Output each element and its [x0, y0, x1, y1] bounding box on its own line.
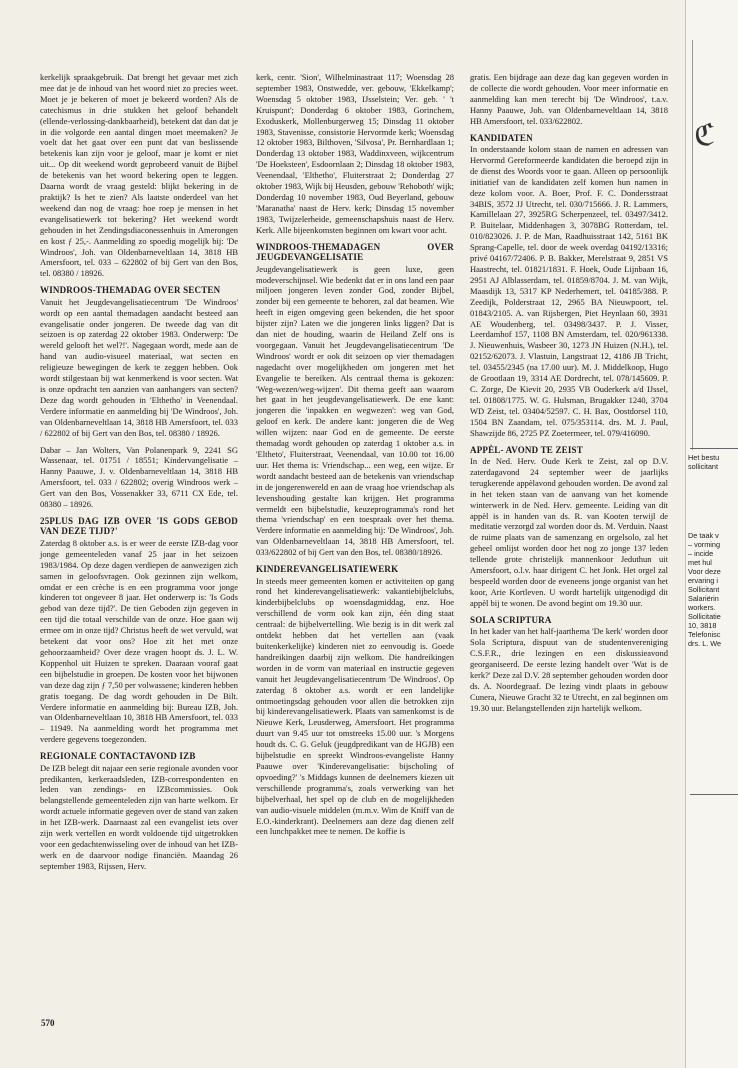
page-number: 570 [41, 1018, 55, 1028]
adjacent-text-fragment: – incide [688, 549, 714, 558]
adjacent-text-fragment: Sollicitatie [688, 612, 721, 621]
column-left [40, 72, 238, 878]
adjacent-text-fragment: Telefonisc [688, 630, 721, 639]
column-right [470, 72, 668, 719]
adjacent-text-fragment: 10, 3818 [688, 621, 717, 630]
section-heading: APPÈL- AVOND TE ZEIST [470, 444, 583, 455]
section-heading: WINDROOS-THEMADAGEN OVER JEUGDEVANGELISATIE [256, 241, 454, 263]
section-heading: REGIONALE CONTACTAVOND IZB [40, 751, 196, 762]
adjacent-text-fragment: workers. [688, 603, 716, 612]
column-middle [256, 72, 454, 843]
paragraph: gratis. Een bijdrage aan deze dag kan gegeven worden in de collecte die wordt gehouden. Voor meer informatie en aanmelding kan men terecht bij 'De Windroos', t.a.v. Hanny Paauwe, Joh. van Oldenbarneveltlaan 14, 3818 HB Amersfoort, tel. 033/622802. [470, 72, 668, 126]
decorative-curl-icon: ℭ [694, 118, 716, 153]
adjacent-text-fragment: – vorming [688, 540, 721, 549]
adjacent-page-edge [685, 0, 738, 1068]
adjacent-text-fragment: Voor deze [688, 567, 721, 576]
paragraph: In onderstaande kolom staan de namen en adressen van Hervormd Gereformeerde kandidaten die beroepd zijn in de dienst des Woords voor te gaan. Alleen op persoonlijk initiatief van de kandidaten zelf komen hun namen in deze kolom voor. A. Boer, Prof. F. C. Dondersstraat 34BIS, 3572 JJ Utrecht, tel. 030/715666. J. R. Lammers, Kamillelaan 27, 3925RG Scherpenzeel, tel. 03497/3412. P. Buitelaar, Middenhagen 3, 3078BG Rotterdam, tel. 010/823026. J. P. de Man, Raadhuisstraat 142, 5161 BK Sprang-Capelle, tel. door de week overdag 04192/13316; privé 04167/72406. P. B. Bakker, Merelstraat 9, 2851 VS Haastrecht, tel. 01821/1831. F. Hoek, Oude Lijnbaan 16, 2951 AJ Alblasserdam, tel. 01859/8704. J. M. van Wijk, Maasdijk 13, 5317 KP Nederhemert, tel. 04185/388. P. Zeedijk, Polderstraat 12, 2965 BA Nieuwpoort, tel. 01843/2105. A. van Rijsbergen, Piet Heynlaan 60, 3931 AE Woudenberg, tel. 03498/3437. P. J. Visser, Leerdamhof 157, 1108 BN Amsterdam, tel. 020/961338. J. Nieuwenhuis, Wasbeer 30, 1273 JN Huizen (N.H.), tel. 02152/62073. J. Vlastuin, Langstraat 12, 4186 JB Tricht, tel. 03455/2345 (na 17.00 uur). M. J. Middelkoop, Hugo de Grootlaan 19, 3314 AE Dordrecht, tel. 078/145609. P. C. Zorge, De Kievit 20, 2935 VB Ouderkerk a/d IJssel, tel. 01808/1775. W. G. Hulsman, Brugakker 1240, 3704 WD Zeist, tel. 03404/52597. C. H. Bax, Oostdorsel 110, 1504 BN Zaandam, tel. 075/353114. drs. M. J. Paul, Shawzijde 86, 2725 PZ Zoetermeer, tel. 079/416090. [470, 144, 668, 438]
adjacent-text-fragment: met hul [688, 558, 712, 567]
adjacent-text-fragment: De taak v [688, 531, 719, 540]
adjacent-text-fragment: sollicitant [688, 462, 719, 471]
paragraph: kerkelijk spraakgebruik. Dat brengt het gevaar met zich mee dat je de inhoud van het woord niet zo precies weet. Moet je je bekeren of moet je bekeerd worden? Als de catechismus in drie stukken het geloof behandelt (ellende-verlossing-dankbaarheid), betekent dat dan dat je in die volgorde een aantal dingen moet meemaken? Je voelt dat het gaat over een punt dat van beslissende betekenis kan zijn voor je geloof, maar je komt er niet uit... Op dit weekend wordt geprobeerd vanuit de Bijbel de betekenis van het woord bekering open te leggen. Daarna wordt de vraag gesteld: blijkt bekering in de praktijk? Is het te zien? Als laatste onderdeel van het weekend dan nog de vraag: hoe roep je mensen in het evangelisatiewerk tot bekering? Het weekend wordt gehouden in het Zendingsdiaconessenhuis in Amerongen en kost ƒ 25,-. Aanmelding zo spoedig mogelijk bij: 'De Windroos', Joh. van Oldenbarneveltlaan 14, 3818 HB Amersfoort, tel. 033 – 622802 of bij Gert van den Bos, tel. 08380 / 18926. [40, 72, 238, 279]
paragraph: In het kader van het half-jaarthema 'De kerk' worden door Sola Scriptura, dispuut van de studentenvereniging C.S.F.R., drie lezingen en een diskussieavond georganiseerd. De eerste lezing handelt over 'Wat is de kerk?' Deze zal D.V. 28 september gehouden worden door ds. A. Noordegraaf. De lezing vindt plaats in gebouw Cunera, Nieuwe Gracht 32 te Utrecht, en zal beginnen om 19.30 uur. Belangstellenden zijn hartelijk welkom. [470, 626, 668, 713]
paragraph: Jeugdevangelisatiewerk is geen luxe, geen modeverschijnsel. Wie bedenkt dat er in ons land een paar miljoen jongeren leven zonder God, zonder Bijbel, zonder bij een gemeente te behoren, zal dat beamen. Wie heeft in eigen omgeving geen bekenden, die het spoor bijster zijn? Laten we die jongeren links liggen? Dat is dan niet de houding, waarin de Heiland Zelf ons is voorgegaan. Vanuit het Jeugdevangelisatiecentrum 'De Windroos' wordt er ook dit seizoen op vier themadagen nagedacht over mogelijkheden om jongeren met het Evangelie te bereiken. Als centraal thema is gekozen: 'Weg-wezen/weg-wijzen'. Dit thema geeft aan waarom het gaat in het jeugdevangelisatiewerk. De ene kant: jongeren die 'inpakken en wegwezen': weg van God, geloof en kerk. De andere kant: jongeren die de Weg willen wijzen: naar God en de gemeente. De eerste themadag wordt gehouden op zaterdag 1 oktober a.s. in 'Eltheto', Fluiterstraat, Veenendaal, van 10.00 tot 16.00 uur. Het thema is: Vriendschap... een weg, een wijze. Er wordt aandacht besteed aan de betekenis van vriendschap in de jongerenwereld en aan de vraag hoe vriendschap als levenshouding gestalte kan krijgen. Het programma vermeldt een bijbelstudie, keuzeprogramma's rond het thema 'vriendschap' en een toespraak over het thema. Verdere informatie en aanmelding bij: 'De Windroos', Joh. van Oldenbarneveltlaan 14, 3818 HB Amersfoort, tel. 033/622802 of bij Gert van den Bos, tel. 08380/18926. [256, 263, 454, 558]
section-heading: SOLA SCRIPTURA [470, 614, 552, 625]
section-heading: KINDEREVANGELISATIEWERK [256, 564, 399, 575]
section-heading: 25PLUS DAG IZB OVER 'IS GODS GEBOD VAN DEZE TIJD?' [40, 515, 238, 537]
adjacent-text-fragment: Salariërin [688, 594, 719, 603]
adjacent-text-fragment: Sollicitant [688, 585, 720, 594]
paragraph: In de Ned. Herv. Oude Kerk te Zeist, zal op D.V. zaterdagavond 24 september weer de jaarlijks terugkerende appèlavond gehouden worden. De avond zal in het teken staan van de aanvang van het komende winterwerk in de Ned. Herv. gemeente. Leiding van dit appèl is in handen van ds. R. van Kooten terwijl de meditatie verzorgd zal worden door ds. M. Verduin. Naast de ruime plaats van de samenzang en orgelsolo, zal het geheel omlijst worden door het nog zo jonge 137 leden tellende grote christelijk mannenkoor Jeduthun uit Amersfoort, o.l.v. haar dirigent C. het Jonk. Het orgel zal bespeeld worden door de eveneens jonge organist van het koor, Arie Kortleven. U wordt hartelijk uitgenodigd dit appèl bij te wonen. De avond begint om 19.30 uur. [470, 456, 668, 608]
adjacent-text-fragment: ervaring i [688, 576, 719, 585]
paragraph: In steeds meer gemeenten komen er activiteiten op gang rond het kinderevangelisatiewerk: vakantiebijbelclubs, kinderbijbelclubs op woensdagmiddag, enz. Hoe verschillend de vorm ook kan zijn, één ding staat centraal: de bijbelvertelling. Wie bezig is in dit werk zal ontdekt hebben dat het vertellen aan (vaak buitenkerkelijke) kinderen niet zo eenvoudig is. Goede handreikingen daarbij zijn welkom. Die handreikingen worden in de vorm van materiaal en instructie gegeven vanuit het Jeugdevangelisatiecentrum 'De Windroos'. Op zaterdag 8 oktober a.s. wordt er een landelijke ontmoetingsdag gehouden voor allen die betrokken zijn bij kinderevangelisatiewerk. Plaats van samenkomst is de Nieuwe Kerk, Leusderweg, Amersfoort. Het programma duurt van 9.45 uur tot omstreeks 15.00 uur. 's Morgens houdt ds. C. G. Geluk (jeugdpredikant van de HGJB) een bijbelstudie en spreekt Windroos-evangeliste Hanny Paauwe over 'Kinderevangelisatie: bijscholing of opvoeding?' 's Middags kunnen de deelnemers kiezen uit verschillende programma's, zoals verwerking van het bijbelverhaal, het spel op de club en de mogelijkheden van audio-visuele middelen (m.m.v. Wim de Kniff van de E.O.-kinderkrant). Deelnemers aan deze dag dienen zelf een lunchpakket mee te nemen. De koffie is [256, 575, 454, 837]
paragraph: kerk, centr. 'Sion', Wilhelminastraat 117; Woensdag 28 september 1983, Onstwedde, ver. gebouw, 'Ekkelkamp'; Woensdag 5 oktober 1983, IJsselstein; Ver. geb. ' 't Kruispunt'; Donderdag 6 oktober 1983, Gorinchem, Exoduskerk, Mollenburgerweg 15; Dinsdag 11 oktober 1983, Stavenisse, consistorie Hervormde kerk; Woensdag 12 oktober 1983, Bilthoven, 'Silvosa', Pr. Bernhardlaan 1; Donderdag 13 oktober 1983, Waddinxveen, wijkcentrum 'De Hoeksteen', Esdoornlaan 2; Dinsdag 18 oktober 1983, Veenendaal, 'Elthetho', Fluiterstraat 2; Donderdag 27 oktober 1983, Wijk bij Heusden, gebouw 'Rehoboth' wijk; Donderdag 10 november 1983, Oud Beyerland, gebouw 'Maranatha' naast de Herv. kerk; Dinsdag 15 november 1983, Twijzelerheide, gemeenschapshuis naast de Herv. Kerk. Alle bijeenkomsten beginnen om kwart voor acht. [256, 72, 454, 235]
adjacent-text-fragment: drs. L. We [688, 639, 722, 648]
adjacent-text-fragment: Het bestu [688, 453, 720, 462]
paragraph: Zaterdag 8 oktober a.s. is er weer de eerste IZB-dag voor jonge gemeenteleden vanaf 25 jaar in het seizoen 1983/1984. Op deze dagen verdiepen de aanwezigen zich samen in geloofsvragen. Ook gezinnen zijn welkom, omdat er een crèche is en een programma voor jonge kinderen tot ongeveer 8 jaar. Het onderwerp is: 'Is Gods gebod van deze tijd?'. De tien Geboden zijn gegeven in een tijd die totaal verschilde van de onze. Hoe gaan wij ermee om in onze tijd? Christus heeft de wet vervuld, wat betekent dat voor ons? Hoe zit het met onze gehoorzaamheid? Over deze vragen hoopt ds. J. L. W. Koppenhol uit Huizen te spreken. Daaraan vooraf gaat een bijbelstudie in groepen. De kosten voor het bijwonen van deze dag zijn ƒ 7,50 per volwassene; kinderen hebben gratis toegang. De dag wordt gehouden in De Bilt. Verdere informatie en aanmelding bij: Bureau IZB, Joh. van Oldenbarneveltlaan 10, 3818 HB Amersfoort, tel. 033 – 11949. Na aanmelding wordt het programma met verdere gegevens toegezonden. [40, 537, 238, 745]
section-heading: KANDIDATEN [470, 132, 533, 143]
adjacent-frame [692, 40, 738, 450]
paragraph: Dabar – Jan Wolters, Van Polanenpark 9, 2241 SG Wassenaar, tel. 01751 / 18551; Kindervangelisatie – Hanny Paauwe, J. v. Oldenbarneveltlaan 14, 3818 HB Amersfoort, tel. 033 / 622802; overig Windroos werk – Gert van den Bos, Vossenakker 33, 6711 CX Ede, tel. 08380 – 18926. [40, 444, 238, 510]
section-heading: WINDROOS-THEMADAG OVER SECTEN [40, 285, 221, 296]
paragraph: De IZB belegt dit najaar een serie regionale avonden voor predikanten, kerkeraadsleden, IZB-correspondenten en leden van zendings- en IZBcommissies. Ook belangstellende gemeenteleden zijn van harte welkom. Er wordt actuele informatie gegeven over de stand van zaken in het IZB-werk. Daarnaast zal een evangelist iets over zijn werk vertellen en wordt voldoende tijd uitgetrokken voor een gedachtenwisseling over de inhoud van het IZB-werk en de daarvoor nodige financiën. Maandag 26 september 1983, Rijssen, Herv. [40, 762, 238, 871]
paragraph: Vanuit het Jeugdevangelisatiecentrum 'De Windroos' wordt op een aantal themadagen aandacht besteed aan evangelisatie onder jongeren. De tweede dag van dit seizoen is op zaterdag 22 oktober 1983. Onderwerp: 'De wereld gelooft het wel?!'. Nagegaan wordt, mede aan de hand van audio-visueel materiaal, wat secten en religieuze bewegingen de kerk te zeggen hebben. Ook wordt stilgestaan bij wat kenmerkend is voor secten. Wat is onze opdracht ten aanzien van aanhangers van secten? Deze dag wordt gehouden in 'Elthetho' in Veenendaal. Verdere informatie en aanmelding bij 'De Windroos', Joh. van Oldenbarneveltlaan 14, 3818 HB Amersfoort, tel. 033 / 622802 of bij Gert van den Bos, tel. 08380 / 18926. [40, 296, 238, 438]
